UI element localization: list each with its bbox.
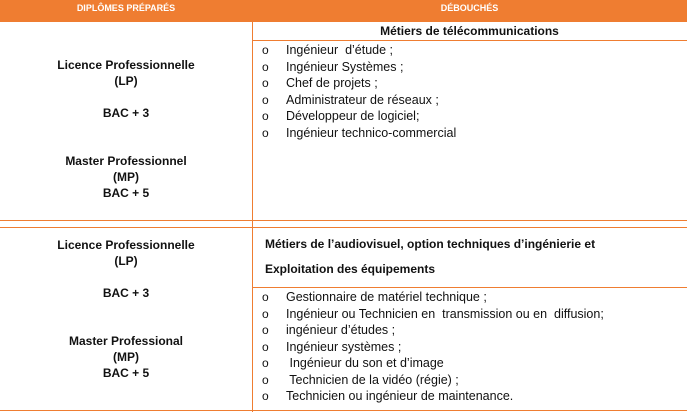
- diploma-line: BAC + 3: [102, 106, 150, 120]
- bullet-icon: o: [262, 59, 269, 74]
- bullet-icon: o: [262, 323, 269, 337]
- category-divider-1: [252, 40, 687, 41]
- bullet-icon: o: [262, 125, 269, 140]
- diploma-line: [0, 301, 252, 317]
- diploma-line: [0, 121, 252, 137]
- diploma-line: Master Professionnel: [65, 154, 187, 168]
- category-divider-2: [252, 287, 687, 288]
- row-divider-thin: [0, 227, 687, 228]
- diploma-line: BAC + 5: [102, 186, 150, 200]
- list-item: o Technicien ou ingénieur de maintenance.: [262, 389, 514, 403]
- bullet-icon: o: [262, 76, 269, 90]
- bullet-icon: o: [262, 290, 269, 304]
- bullet-icon: o: [262, 372, 269, 387]
- list-item: o Ingénieur ou Technicien en transmission ou en diffusion;: [262, 306, 604, 321]
- bullet-icon: o: [262, 92, 269, 107]
- list-item: o ingénieur d’études ;: [262, 323, 396, 337]
- table-header: [0, 0, 687, 22]
- bullet-icon: o: [262, 109, 269, 123]
- diploma-line: (LP): [114, 74, 138, 88]
- list-item: o Ingénieur Systèmes ;: [262, 59, 404, 74]
- diploma-line: [0, 89, 252, 105]
- table-bottom: [0, 410, 687, 411]
- diploma-line: Licence Professionnelle: [57, 58, 195, 72]
- list-item: o Ingénieur du son et d’image: [262, 356, 444, 370]
- diploma-line: (MP): [113, 350, 139, 364]
- list-item: o Chef de projets ;: [262, 76, 378, 90]
- diploma-line: BAC + 3: [102, 286, 150, 300]
- diploma-line: [0, 317, 252, 333]
- list-item: o Développeur de logiciel;: [262, 109, 420, 123]
- list-item: o Ingénieur systèmes ;: [262, 339, 402, 354]
- section-1-category: Métiers de télécommunications: [380, 24, 559, 38]
- section-2-category-line-2: Exploitation des équipements: [265, 262, 436, 276]
- bullet-icon: o: [262, 389, 269, 403]
- diploma-line: Licence Professionnelle: [57, 238, 195, 252]
- section-2-category-line-1: Métiers de l’audiovisuel, option techniques d’ingénierie et: [265, 237, 596, 251]
- section-1-careers: [252, 42, 456, 141]
- diploma-line: [0, 137, 252, 153]
- header-diplomas: DIPLÔMES PRÉPARÉS: [76, 3, 176, 13]
- row-divider: [0, 220, 687, 221]
- list-item: o Gestionnaire de matériel technique ;: [262, 290, 487, 304]
- section-1-diplomas: [0, 57, 252, 201]
- diploma-line: Master Professional: [68, 334, 184, 348]
- header-careers: DÉBOUCHÉS: [440, 3, 499, 13]
- bullet-icon: o: [262, 356, 269, 370]
- diploma-line: BAC + 5: [102, 366, 150, 380]
- bullet-icon: o: [262, 43, 269, 57]
- bullet-icon: o: [262, 339, 269, 354]
- list-item: o Ingénieur technico-commercial: [262, 125, 457, 140]
- section-2-diplomas: [0, 237, 252, 381]
- bullet-icon: o: [262, 306, 269, 321]
- list-item: o Technicien de la vidéo (régie) ;: [262, 372, 459, 387]
- list-item: o Ingénieur d’étude ;: [262, 43, 394, 57]
- diploma-line: [0, 269, 252, 285]
- diploma-line: (MP): [113, 170, 139, 184]
- list-item: o Administrateur de réseaux ;: [262, 92, 439, 107]
- section-2-careers: [252, 289, 604, 405]
- diploma-line: (LP): [114, 254, 138, 268]
